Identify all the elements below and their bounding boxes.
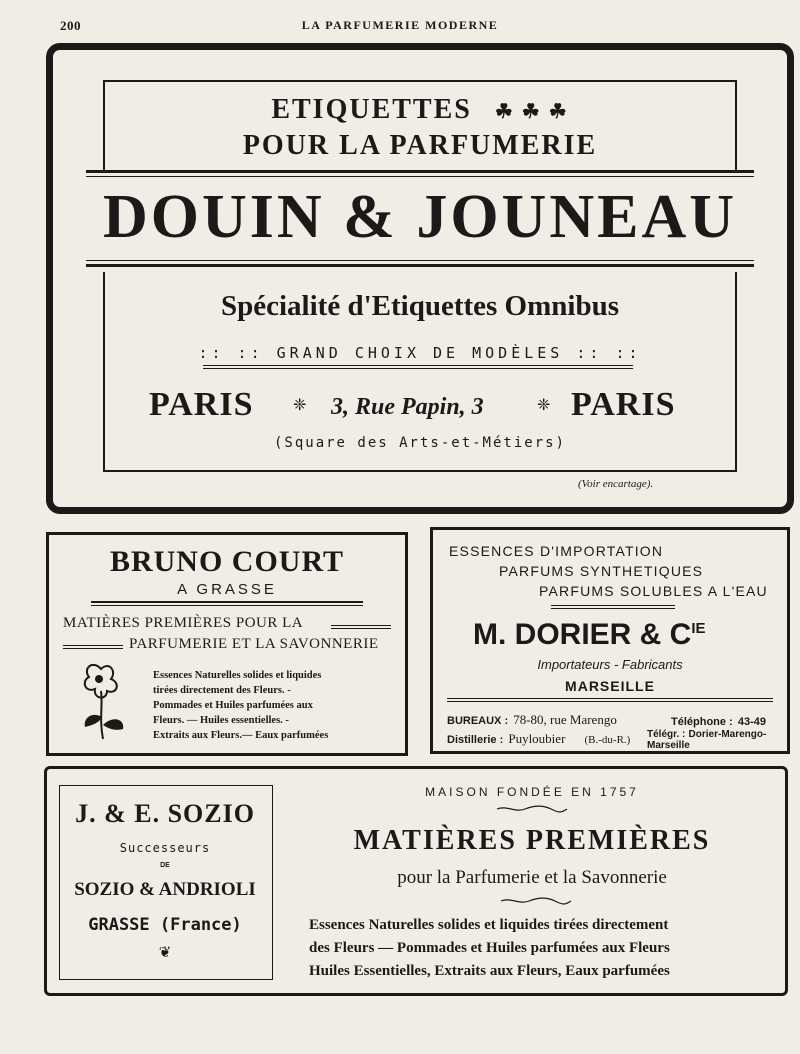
choice-line: :: :: GRAND CHOIX DE MODÈLES :: ::: [198, 344, 642, 362]
divider: [86, 264, 754, 267]
bruno-description: [153, 668, 393, 743]
dorier-line: PARFUMS SYNTHETIQUES: [499, 563, 704, 579]
sozio-founded: MAISON FONDÉE EN 1757: [425, 785, 639, 799]
dorier-distillerie: Distillerie : Puyloubier (B.-du-R.): [447, 731, 631, 746]
ornament-icon: ❈: [537, 395, 551, 414]
divider: [203, 368, 633, 369]
dorier-line: PARFUMS SOLUBLES A L'EAU: [539, 583, 768, 599]
sozio-desc-line: Huiles Essentielles, Extraits aux Fleurs, Eaux parfumées: [309, 963, 670, 979]
bruno-desc-line: Pommades et Huiles parfumées aux: [153, 700, 313, 711]
bruno-court-name: BRUNO COURT: [109, 545, 345, 578]
sozio-name: J. & E. SOZIO: [75, 799, 255, 828]
voir-note: (Voir encartage).: [578, 478, 654, 490]
ad-bruno-court: [46, 532, 408, 756]
paris-left: PARIS: [149, 386, 254, 423]
bruno-place: A GRASSE: [177, 581, 277, 598]
bruno-desc-line: Extraits aux Fleurs.— Eaux parfumées: [153, 730, 329, 741]
sozio-desc-line: Essences Naturelles solides et liquides tirées directement: [309, 917, 669, 933]
ad-douin-jouneau: [46, 43, 794, 514]
bruno-line1: MATIÈRES PREMIÈRES POUR LA: [63, 615, 304, 631]
journal-title: LA PARFUMERIE MODERNE: [301, 18, 499, 32]
divider: [86, 260, 754, 261]
divider: [203, 365, 633, 366]
bruno-desc-line: Essences Naturelles solides et liquides: [153, 670, 322, 681]
dorier-phone: Téléphone : 43-49: [671, 716, 766, 728]
divider: [86, 170, 754, 173]
sozio-desc-line: des Fleurs — Pommades et Huiles parfumées aux Fleurs: [309, 940, 670, 956]
etiquettes-text: ETIQUETTES: [271, 94, 472, 125]
bruno-desc-line: Fleurs. — Huiles essentielles. -: [153, 715, 289, 726]
sozio-headline: MATIÈRES PREMIÈRES: [353, 825, 711, 856]
ornament-icon: ❦: [158, 943, 172, 961]
flourish-icon: [499, 897, 573, 905]
divider: [447, 698, 773, 699]
dorier-name: M. DORIER & $C^{IE}$: [473, 618, 706, 651]
address: 3, Rue Papin, 3: [331, 394, 484, 420]
dorier-telegr: Télégr. : Dorier-Marengo-Marseille: [647, 729, 767, 751]
divider: [331, 625, 391, 626]
divider: [447, 701, 773, 702]
ad-sozio: [44, 766, 788, 996]
paris-right: PARIS: [571, 386, 676, 423]
dorier-line: ESSENCES D'IMPORTATION: [449, 543, 664, 559]
ad-douin-heading-line1: [53, 94, 787, 126]
divider: [331, 628, 391, 629]
specialty-line: Spécialité d'Etiquettes Omnibus: [221, 290, 619, 322]
square-line: (Square des Arts-et-Métiers): [273, 435, 566, 451]
sozio-city: GRASSE (France): [88, 915, 242, 935]
dorier-bureaux: BUREAUX : 78-80, rue Marengo: [447, 712, 617, 727]
sozio-predecessor: SOZIO & ANDRIOLI: [74, 879, 256, 900]
ad-dorier: [430, 527, 790, 754]
divider: [86, 176, 754, 177]
clover-ornaments: ☘ ☘ ☘: [494, 101, 569, 123]
dorier-city: MARSEILLE: [565, 678, 655, 694]
sozio-successeurs: Successeurs: [119, 841, 211, 855]
divider: [91, 601, 363, 603]
ad-douin-heading-line2: POUR LA PARFUMERIE: [242, 130, 598, 161]
divider: [551, 608, 675, 609]
page-number: 200: [60, 18, 81, 33]
sozio-de: DE: [160, 862, 170, 869]
douin-jouneau-brand: DOUIN & JOUNEAU: [103, 183, 737, 251]
sozio-subline: pour la Parfumerie et la Savonnerie: [397, 867, 667, 888]
divider: [91, 605, 363, 606]
bruno-line2: PARFUMERIE ET LA SAVONNERIE: [129, 636, 379, 652]
flourish-icon: [495, 805, 569, 813]
sozio-description: [309, 914, 779, 983]
flower-icon: [79, 659, 129, 743]
divider: [551, 605, 675, 606]
bruno-desc-line: tirées directement des Fleurs. -: [153, 685, 291, 696]
divider: [63, 648, 123, 649]
ornament-icon: ❈: [293, 395, 307, 414]
dorier-subtitle: Importateurs - Fabricants: [537, 657, 683, 672]
divider: [63, 645, 123, 646]
